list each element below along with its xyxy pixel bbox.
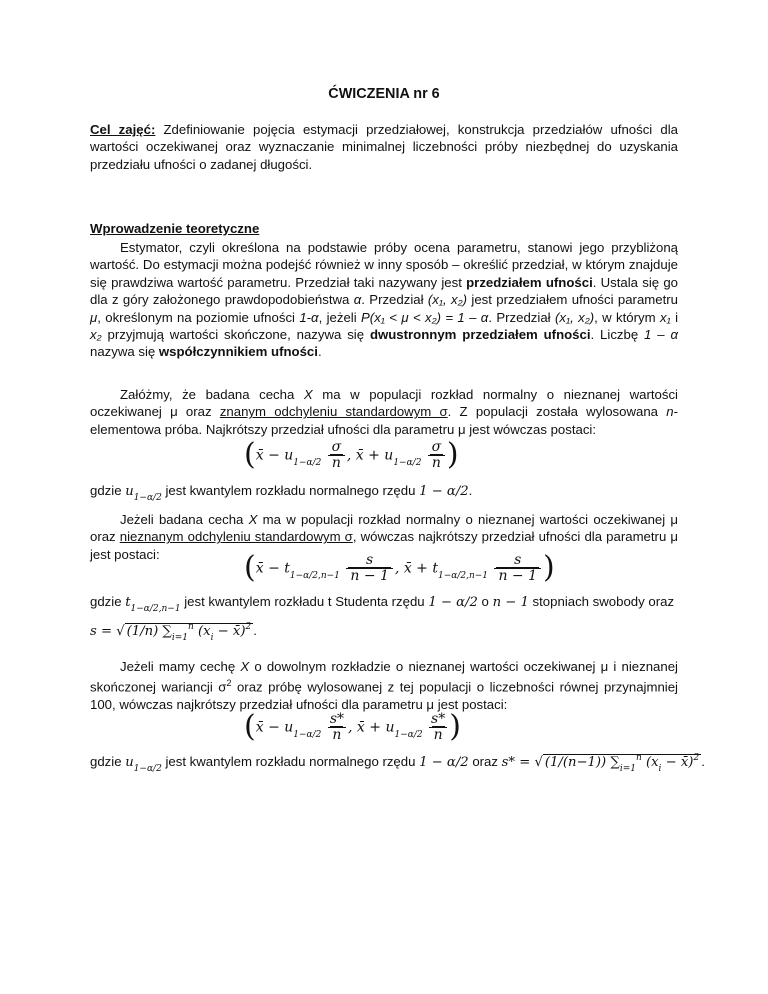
intro-paragraph-1: Estymator, czyli określona na podstawie próby ocena parametru, stanowi jego przybliżoną wartość. Do estymacji można podejść również w inny sposób – określić przedział, w którym znajduje się prawdziwa wartość parametru. Przedział taki nazywany jest przedziałem ufności. Ustala się go dla z góry założonego prawdopodobieństwa α. Przedział (x₁, x₂) jest przedziałem ufności parametru μ, określonym na poziomie ufności 1-α, jeżeli P(x₁ < μ < x₂) = 1 – α. Przedział (x₁, x₂), w którym x₁ i x₂ przyjmują wartości skończone, nazywa się dwustronnym przedziałem ufności. Liczbę 1 – α nazywa się współczynnikiem ufności. (90, 240, 679, 360)
goal-label: Cel zajęć: (90, 122, 156, 137)
formula-s-definition: s = √ (1/n) $\sum_{i=1}^n$ ($x_i$ − x̄)$^2$ . (90, 622, 257, 643)
goal-text: Zdefiniowanie pojęcia estymacji przedziałowej, konstrukcja przedziałów ufności dla wartości oczekiwanej oraz wyznaczanie minimalnej liczebności próby niezbędnej do uzyskania przedziału ufności o zadanej długości. (90, 122, 678, 172)
page-title: ĆWICZENIA nr 6 (328, 86, 440, 102)
formula-3-note: gdzie $u_{1-\alpha/2}$ jest kwantylem rozkładu normalnego rzędu 1 − α/2 oraz s* = √ (1/(n−1)) $\sum_{i=1}^n$ ($x_i$ − x̄)$^2$ . (90, 753, 705, 774)
intro-paragraph-2: Załóżmy, że badana cecha X ma w populacji rozkład normalny o nieznanej wartości oczekiwanej μ oraz znanym odchyleniu standardowym σ. Z populacji została wylosowana n-elementowa próba. Najkrótszy przedział ufności dla parametru μ jest wówczas postaci: (90, 387, 678, 437)
section-heading: Wprowadzenie teoretyczne (90, 221, 260, 236)
intro-paragraph-3: Jeżeli badana cecha X ma w populacji rozkład normalny o nieznanej wartości oczekiwanej μ oraz nieznanym odchyleniu standardowym σ, wówczas najkrótszy przedział ufności dla parametru μ jest postaci: (90, 512, 678, 562)
formula-large-sample: (x̄ − $u_{1-\alpha/2}$ $\frac{s*}{n}$ , x̄ + $u_{1-\alpha/2}$ $\frac{s*}{n}$ ) (244, 708, 461, 744)
formula-1-note: gdzie $u_{1-\alpha/2}$ jest kwantylem rozkładu normalnego rzędu 1 − α/2. (90, 483, 473, 503)
intro-paragraph-4: Jeżeli mamy cechę X o dowolnym rozkładzie o nieznanej wartości oczekiwanej μ i nieznanej skończonej wariancji $\sigma^2$ oraz próbę wylosowanej z tej populacji o liczebności równej przynajmniej 100, wówczas najkrótszy przedział ufności dla parametru μ jest postaci: (90, 659, 678, 713)
goal-paragraph (90, 121, 678, 173)
formula-unknown-sigma: (x̄ − $t_{1-\alpha/2,n-1}$ $\frac{s}{n - 1}$ , x̄ + $t_{1-\alpha/2,n-1}$ $\frac{s}{n - 1}$ ) (244, 549, 555, 585)
formula-known-sigma: (x̄ − $u_{1-\alpha/2}$ $\frac{\sigma}{n}$ , x̄ + $u_{1-\alpha/2}$ $\frac{\sigma}{n}$ ) (244, 436, 459, 472)
formula-2-note: gdzie $t_{1-\alpha/2,n-1}$ jest kwantylem rozkładu t Studenta rzędu 1 − α/2 o n − 1 stopniach swobody oraz (90, 594, 675, 614)
